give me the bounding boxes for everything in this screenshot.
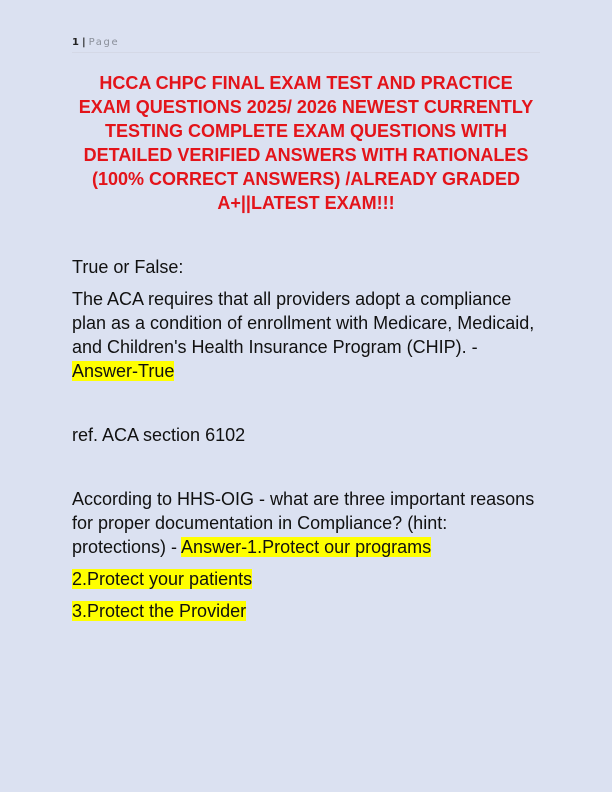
question-2-line: for proper documentation in Compliance? (hint: — [72, 513, 448, 533]
question-1-line: and Children's Health Insurance Program (CHIP). - — [72, 337, 478, 357]
page-label: Page — [88, 37, 120, 48]
question-2-answer-2-row — [72, 567, 542, 591]
title-line: EXAM QUESTIONS 2025/ 2026 NEWEST CURRENTLY — [78, 97, 534, 117]
question-1-answer: Answer-True — [72, 361, 175, 381]
question-2-answer-2: 2.Protect your patients — [72, 569, 253, 589]
question-1-prompt — [72, 255, 542, 279]
question-1-line: The ACA requires that all providers adopt a compliance — [72, 289, 512, 309]
question-1 — [72, 287, 542, 383]
question-2-answer-1: Answer-1.Protect our programs — [181, 537, 432, 557]
title-line: (100% CORRECT ANSWERS) /ALREADY GRADED — [91, 169, 521, 189]
reference — [72, 423, 542, 447]
page-header — [72, 36, 540, 53]
question-2-line: According to HHS-OIG - what are three important reasons — [72, 489, 535, 509]
title-line: DETAILED VERIFIED ANSWERS WITH RATIONALES — [83, 145, 529, 165]
title-line: HCCA CHPC FINAL EXAM TEST AND PRACTICE — [99, 73, 513, 93]
page-separator: | — [81, 37, 86, 48]
question-2-answer-3: 3.Protect the Provider — [72, 601, 247, 621]
question-2 — [72, 487, 542, 559]
question-2-answer-3-row — [72, 599, 542, 623]
question-1-line: plan as a condition of enrollment with Medicare, Medicaid, — [72, 313, 535, 333]
document-title — [72, 71, 540, 215]
page-number: 1 — [72, 37, 79, 48]
reference-text: ref. ACA section 6102 — [72, 425, 246, 445]
question-2-line-prefix: protections) - — [72, 537, 182, 557]
title-line: TESTING COMPLETE EXAM QUESTIONS WITH — [104, 121, 507, 141]
title-line: A+||LATEST EXAM!!! — [217, 193, 395, 213]
question-1-prompt-text: True or False: — [72, 257, 184, 277]
